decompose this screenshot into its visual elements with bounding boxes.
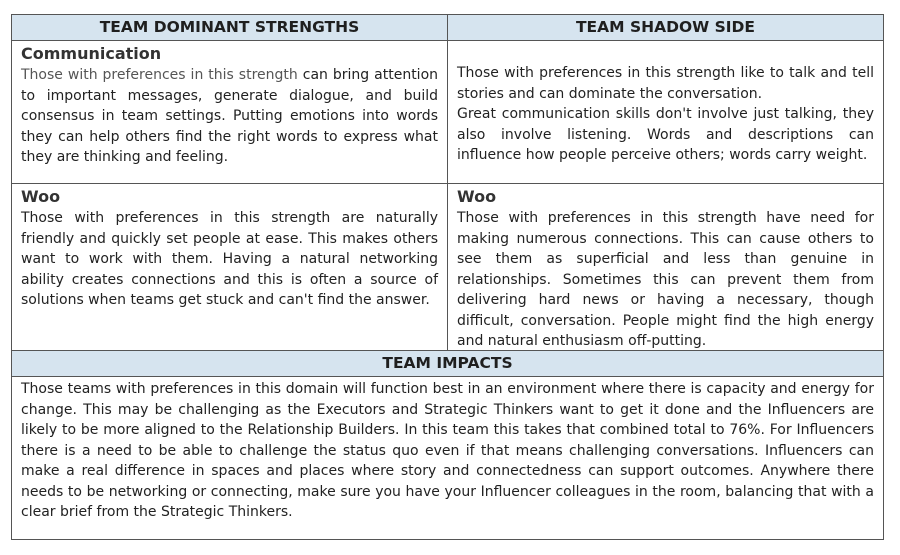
strengths-header: TEAM DOMINANT STRENGTHS <box>11 14 448 41</box>
impacts-header: TEAM IMPACTS <box>11 350 884 377</box>
strength-title: Woo <box>21 187 61 206</box>
communication-strength-cell <box>11 40 448 184</box>
strength-description <box>21 65 438 168</box>
strength-description: Those with preferences in this strength are naturally friendly and quickly set people at ease. This makes others want to work with them. Having a natural networking ability creates connections and this is often a source of solutions when teams get stuck and can't find the answer. <box>21 210 438 308</box>
shadow-title: Woo <box>457 187 497 206</box>
strength-lead-text: Those with preferences in this strength <box>21 67 298 83</box>
woo-strength-cell <box>11 183 448 351</box>
shadow-header: TEAM SHADOW SIDE <box>447 14 884 41</box>
shadow-description: Those with preferences in this strength have need for making numerous connections. This can cause others to see them as superficial and less than genuine in relationships. Sometimes this can prevent them from delivering hard news or having a necessary, though difficult, conversation. People might find the high energy and natural enthusiasm off-putting. <box>457 210 874 349</box>
strength-body-text: can bring attention to important messages, generate dialogue, and build consensus in team settings. Putting emotions into words they can help others find the right words to express what they are thinking and feeling. <box>21 67 439 165</box>
strengths-table <box>11 14 884 540</box>
impacts-cell <box>11 376 884 540</box>
strength-title: Communication <box>21 44 162 63</box>
shadow-description: Those with preferences in this strength like to talk and tell stories and can dominate the conversation. <box>457 65 874 102</box>
impacts-description: Those teams with preferences in this domain will function best in an environment where there is capacity and energy for change. This may be challenging as the Executors and Strategic Thinkers want to get it done and the Influencers are likely to be more aligned to the Relationship Builders. In this team this takes that combined total to 76%. For Influencers there is a need to be able to challenge the status quo even if that means challenging conversations. Influencers can make a real difference in spaces and places where story and connectedness can support outcomes. Anywhere there needs to be networking or connecting, make sure you have your Influencer colleagues in the room, balancing that with a clear brief from the Strategic Thinkers. <box>21 381 874 520</box>
shadow-description-2: Great communication skills don't involve just talking, they also involve listening. Words and descriptions can influence how people perceive others; words carry weight. <box>457 106 874 163</box>
woo-shadow-cell <box>447 183 884 351</box>
communication-shadow-cell <box>447 40 884 184</box>
